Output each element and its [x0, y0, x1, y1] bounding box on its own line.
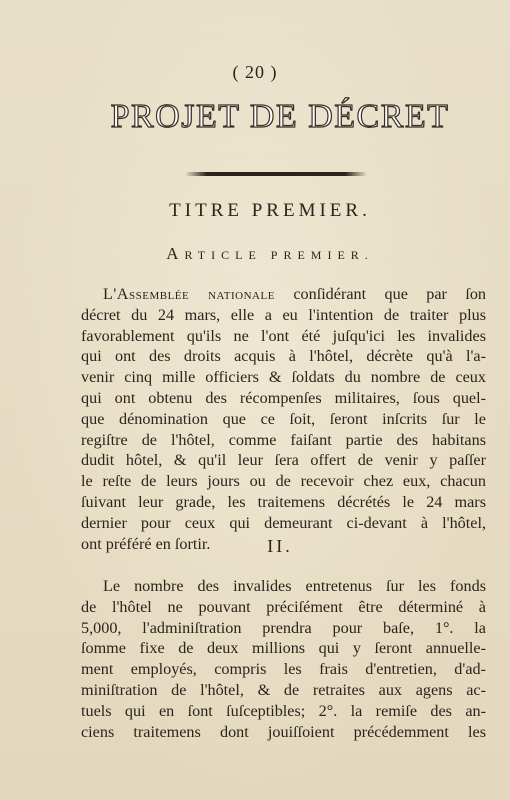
article-two-line: de l'hôtel ne pouvant préciſément être déterminé à: [81, 597, 486, 616]
article-two-line: 5,000, l'adminiſtration prendra pour baſe, 1°. la: [81, 618, 486, 637]
article-heading: [0, 244, 510, 264]
article-one-line: favorablement qu'ils ne l'ont été juſqu'ici les invalides: [81, 326, 486, 345]
article-one-line: ſuivant leur grade, les traitemens décrétés le 24 mars: [81, 492, 486, 511]
article-two-text: [81, 576, 486, 742]
article-two-line: Le nombre des invalides entretenus ſur les fonds: [103, 577, 486, 595]
article-one-line: ont préféré en ſortir.: [81, 534, 211, 553]
article-heading-initial: A: [166, 244, 185, 263]
article-one-line: venir cinq mille officiers & ſoldats du nombre de ceux: [81, 368, 486, 387]
article-one-line: L'Assemblée nationale conſidérant que par ſon: [103, 285, 487, 303]
article-two-number: II.: [267, 536, 293, 556]
assembly-name: L'Assemblée nationale: [103, 285, 275, 303]
article-one-line: dudit hôtel, & qu'il leur ſera offert de venir y paſſer: [81, 451, 486, 470]
article-one-line: dernier pour ceux qui demeurant ci-devant à l'hôtel,: [81, 513, 486, 532]
article-one-line: que dénomination que ce ſoit, ſeront inſcrits ſur le: [81, 409, 486, 428]
article-heading-rest: RTICLE PREMIER.: [184, 248, 374, 262]
article-one-line: le reſte de leurs jours ou de recevoir chez eux, chacun: [81, 472, 486, 491]
article-one-line: regiſtre de l'hôtel, comme faiſant partie des habitans: [81, 430, 486, 449]
article-two-line: ſomme fixe de deux millions qui y ſeront annuelle-: [81, 639, 486, 658]
article-two-line: ment employés, compris les frais d'entretien, d'ad-: [81, 660, 486, 679]
article-one-line: décret du 24 mars, elle a eu l'intention de traiter plus: [81, 305, 486, 324]
article-two-line: miniſtration de l'hôtel, & de retraites aux agens ac-: [81, 680, 486, 699]
decree-title: PROJET DE DÉCRET: [110, 98, 450, 135]
title-rule: [185, 172, 367, 176]
article-one-line: qui ont des droits acquis à l'hôtel, décrète qu'à l'a-: [81, 347, 486, 366]
page-number: ( 20 ): [232, 62, 278, 82]
article-two-line: tuels qui en ſont ſuſceptibles; 2°. la remiſe des an-: [81, 701, 486, 720]
article-one-line: qui ont obtenu des récompenſes militaires, ſous quel-: [81, 388, 486, 407]
article-two-line: ciens traitemens dont jouiſſoient précédemment les: [81, 722, 486, 741]
article-one-text: [81, 284, 486, 554]
titre-heading: TITRE PREMIER.: [169, 200, 371, 221]
